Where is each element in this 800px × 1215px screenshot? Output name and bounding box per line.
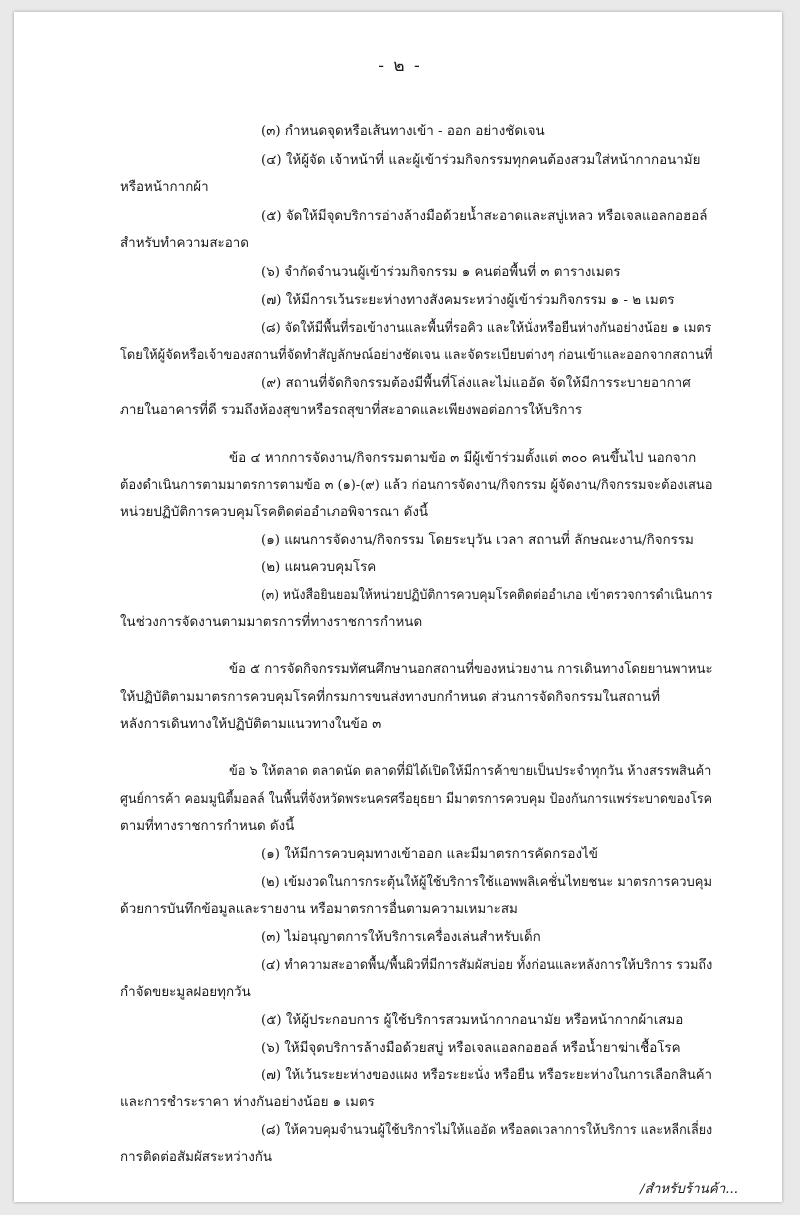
text-line: ข้อ ๕ การจัดกิจกรรมทัศนศึกษานอกสถานที่ของหน่วยงาน การเดินทางโดยยานพาหนะ (229, 662, 713, 677)
text-line: (๔) ให้ผู้จัด เจ้าหน้าที่ และผู้เข้าร่วมกิจกรรมทุกคนต้องสวมใส่หน้ากากอนามัย (261, 153, 701, 168)
text-line: โดยให้ผู้จัดหรือเจ้าของสถานที่จัดทำสัญลักษณ์อย่างชัดเจน และจัดระเบียบต่างๆ ก่อนเข้าและออกจากสถานที่ (120, 348, 713, 363)
text-line: (๑) ให้มีการควบคุมทางเข้าออก และมีมาตรการคัดกรองไข้ (261, 847, 598, 862)
text-line: ตามที่ทางราชการกำหนด ดังนี้ (120, 819, 295, 834)
text-line: ศูนย์การค้า คอมมูนิตี้มอลล์ ในพื้นที่จังหวัดพระนครศรีอยุธยา มีมาตรการควบคุม ป้องกันการแพร่ระบาดของโรค (120, 792, 712, 807)
text-line: (๗) ให้มีการเว้นระยะห่างทางสังคมระหว่างผู้เข้าร่วมกิจกรรม ๑ - ๒ เมตร (261, 293, 675, 308)
text-line: (๙) สถานที่จัดกิจกรรมต้องมีพื้นที่โล่งและไม่แออัด จัดให้มีการระบายอากาศ (261, 376, 691, 391)
text-line: (๒) แผนควบคุมโรค (261, 560, 377, 575)
text-line: หน่วยปฏิบัติการควบคุมโรคติดต่ออำเภอพิจารณา ดังนี้ (120, 505, 429, 520)
text-line: ข้อ ๔ หากการจัดงาน/กิจกรรมตามข้อ ๓ มีผู้เข้าร่วมตั้งแต่ ๓๐๐ คนขึ้นไป นอกจาก (229, 451, 697, 466)
text-line: (๓) ไม่อนุญาตการให้บริการเครื่องเล่นสำหรับเด็ก (261, 930, 541, 945)
text-line: (๖) จำกัดจำนวนผู้เข้าร่วมกิจกรรม ๑ คนต่อพื้นที่ ๓ ตารางเมตร (261, 265, 621, 280)
text-line: หลังการเดินทางให้ปฏิบัติตามแนวทางในข้อ ๓ (120, 717, 382, 732)
text-line: ให้ปฏิบัติตามมาตรการควบคุมโรคที่กรมการขนส่งทางบกกำหนด ส่วนการจัดกิจกรรมในสถานที่ (120, 690, 661, 705)
text-line: (๔) ทำความสะอาดพื้น/พื้นผิวที่มีการสัมผัสบ่อย ทั้งก่อนและหลังการให้บริการ รวมถึง (261, 958, 713, 973)
text-line: ด้วยการบันทึกข้อมูลและรายงาน หรือมาตรการอื่นตามความเหมาะสม (120, 902, 518, 917)
text-line: (๓) กำหนดจุดหรือเส้นทางเข้า - ออก อย่างชัดเจน (261, 124, 545, 139)
text-line: (๑) แผนการจัดงาน/กิจกรรม โดยระบุวัน เวลา สถานที่ ลักษณะงาน/กิจกรรม (261, 533, 694, 548)
text-line: ต้องดำเนินการตามมาตรการตามข้อ ๓ (๑)-(๙) แล้ว ก่อนการจัดงาน/กิจกรรม ผู้จัดงาน/กิจกรรมจะต้องเสนอ (120, 478, 713, 493)
text-line: ในช่วงการจัดงานตามมาตรการที่ทางราชการกำหนด (120, 615, 423, 630)
text-line: (๕) จัดให้มีจุดบริการอ่างล้างมือด้วยน้ำสะอาดและสบู่เหลว หรือเจลแอลกอฮอล์ (261, 209, 708, 224)
text-line: สำหรับทำความสะอาด (120, 236, 250, 251)
text-line: ข้อ ๖ ให้ตลาด ตลาดนัด ตลาดที่มิได้เปิดให้มีการค้าขายเป็นประจำทุกวัน ห้างสรรพสินค้า (229, 764, 712, 779)
text-line: (๘) ให้ควบคุมจำนวนผู้ใช้บริการไม่ให้แออัด หรือลดเวลาการให้บริการ และหลีกเลี่ยง (261, 1123, 713, 1138)
text-line: (๓) หนังสือยินยอมให้หน่วยปฏิบัติการควบคุมโรคติดต่ออำเภอ เข้าตรวจการดำเนินการ (261, 588, 713, 603)
text-line: หรือหน้ากากผ้า (120, 180, 209, 195)
text-line: (๒) เข้มงวดในการกระตุ้นให้ผู้ใช้บริการใช้แอพพลิเคชั่นไทยชนะ มาตรการควบคุม (261, 875, 712, 890)
continuation-note: /สำหรับร้านค้า... (640, 1182, 738, 1197)
text-line: (๗) ให้เว้นระยะห่างของแผง หรือระยะนั่ง หรือยืน หรือระยะห่างในการเลือกสินค้า (261, 1068, 712, 1083)
text-line: และการชำระราคา ห่างกันอย่างน้อย ๑ เมตร (120, 1095, 375, 1110)
page-number: - ๒ - (378, 56, 422, 76)
text-line: ภายในอาคารที่ดี รวมถึงห้องสุขาหรือรถสุขาที่สะอาดและเพียงพอต่อการให้บริการ (120, 403, 583, 418)
text-line: (๘) จัดให้มีพื้นที่รอเข้างานและพื้นที่รอคิว และให้นั่งหรือยืนห่างกันอย่างน้อย ๑ เมตร (261, 321, 712, 336)
text-line: การติดต่อสัมผัสระหว่างกัน (120, 1150, 273, 1165)
text-line: (๖) ให้มีจุดบริการล้างมือด้วยสบู่ หรือเจลแอลกอฮอล์ หรือน้ำยาฆ่าเชื้อโรค (261, 1041, 681, 1056)
text-line: กำจัดขยะมูลฝอยทุกวัน (120, 985, 251, 1000)
text-line: (๕) ให้ผู้ประกอบการ ผู้ใช้บริการสวมหน้ากากอนามัย หรือหน้ากากผ้าเสมอ (261, 1013, 684, 1028)
